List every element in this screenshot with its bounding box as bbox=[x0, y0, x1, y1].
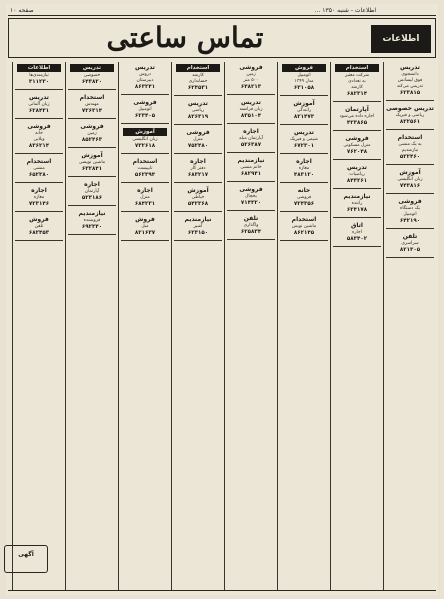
ad-phone-number: ۶۲۳۸۱۵ bbox=[399, 90, 421, 96]
ad-phone-number: ۸۳۶۲۱۴ bbox=[28, 143, 50, 149]
ad-heading: نیازمندیم bbox=[184, 216, 212, 223]
stamp-seal bbox=[4, 545, 48, 573]
ad-text-line: مبل bbox=[141, 224, 149, 229]
page-footer-rule bbox=[8, 590, 436, 595]
ad-text-line: واگذاری bbox=[243, 223, 259, 228]
ad-heading: آموزش bbox=[187, 187, 209, 194]
ad-heading: استخدام bbox=[132, 158, 158, 165]
ad-phone-number: ۷۱۴۳۲۰ bbox=[240, 200, 262, 206]
ad-heading: نیازمندیم bbox=[343, 193, 371, 200]
ad-heading: اجاره bbox=[137, 187, 153, 194]
ad-phone-number: ۸۶۳۲۴۱ bbox=[134, 84, 156, 90]
classified-ad bbox=[174, 62, 222, 96]
classified-ad bbox=[121, 126, 169, 154]
ad-heading: تدریس bbox=[347, 164, 367, 171]
ad-heading: اجاره bbox=[84, 181, 100, 188]
ad-text-line: ماشین نویس bbox=[291, 224, 317, 229]
classified-ad bbox=[227, 62, 275, 95]
ad-text-line: ویلایی bbox=[33, 137, 45, 142]
ad-heading: تلفن bbox=[402, 233, 418, 240]
ad-heading: نیازمندیم bbox=[78, 210, 106, 217]
ad-text-line: منزل مسکونی bbox=[343, 143, 371, 148]
classified-ad bbox=[68, 208, 116, 235]
ad-text-line: خصوصی bbox=[83, 73, 101, 78]
ad-text-line: ماشین نویسی bbox=[78, 160, 106, 165]
ad-text-line: رانندگی bbox=[296, 108, 312, 113]
classified-ad bbox=[174, 127, 222, 154]
ad-text-line: اجاره داده می‌شود bbox=[339, 114, 375, 119]
ad-heading: تدریس bbox=[29, 94, 49, 101]
classified-ad bbox=[386, 196, 434, 229]
ad-text-line: زبان آلمانی bbox=[28, 102, 50, 107]
ad-text-line: یک دستگاه bbox=[399, 206, 421, 211]
ad-phone-number: ۸۳۵۱۰۴ bbox=[240, 113, 262, 119]
issue-date-line: اطلاعات - شنبه ۱۳۵۰ ... bbox=[314, 7, 376, 14]
classified-ad bbox=[333, 162, 381, 189]
classified-ad bbox=[68, 150, 116, 177]
masthead-tag: اطلاعات bbox=[371, 25, 431, 53]
ad-phone-number: ۷۵۲۴۸۰ bbox=[187, 143, 209, 149]
classified-ad bbox=[333, 191, 381, 218]
classified-ad bbox=[280, 156, 328, 183]
ad-text-line: ریاضی bbox=[191, 108, 205, 113]
classified-ad bbox=[386, 62, 434, 101]
ad-phone-number: ۶۸۲۴۵۳ bbox=[28, 230, 50, 236]
ad-phone-number: ۷۶۲۰۴۸ bbox=[346, 149, 368, 155]
ad-text-line: زبان انگلیسی bbox=[132, 137, 158, 142]
ad-heading: فروشی bbox=[239, 64, 263, 71]
ad-text-line: زمین bbox=[87, 131, 97, 136]
ad-heading: فروشی bbox=[398, 198, 422, 205]
ad-heading: فروشی bbox=[239, 186, 263, 193]
ad-heading-box: استخدام bbox=[335, 64, 379, 72]
ad-text-line: تدریس می‌کند bbox=[396, 84, 424, 89]
classified-ad bbox=[121, 97, 169, 124]
ad-text-line: فروشنده bbox=[83, 218, 101, 223]
classified-ad bbox=[68, 121, 116, 148]
ad-phone-number: ۶۴۳۸۲۰ bbox=[81, 79, 103, 85]
ad-phone-number: ۶۸۲۹۴۱ bbox=[240, 171, 262, 177]
ad-text-line: سراسری bbox=[401, 241, 419, 246]
ad-phone-number: ۶۲۵۸۳۴ bbox=[240, 229, 262, 235]
ad-text-line: شرکت معتبر bbox=[344, 73, 370, 78]
ad-text-line: آشپز bbox=[193, 224, 203, 229]
ad-heading: آپارتمان bbox=[345, 106, 369, 113]
ad-text-line: خانم منشی bbox=[240, 165, 262, 170]
classified-ad bbox=[227, 213, 275, 240]
ad-heading: فروشی bbox=[186, 129, 210, 136]
ad-text-line: راننده bbox=[351, 201, 363, 206]
classified-ad bbox=[280, 185, 328, 212]
ad-heading: اتاق bbox=[351, 222, 363, 229]
ad-text-line: اتومبیل bbox=[297, 73, 311, 78]
ad-heading-box: استخدام bbox=[176, 64, 220, 72]
ad-heading: اجاره bbox=[31, 187, 47, 194]
ad-heading-box: فروش bbox=[282, 64, 326, 72]
ad-heading: تدریس خصوصی bbox=[386, 105, 434, 112]
classified-ad bbox=[121, 185, 169, 212]
ad-heading: نیازمندیم bbox=[237, 157, 265, 164]
ad-text-line: آپارتمان مبله bbox=[239, 136, 263, 141]
ad-phone-number: ۶۹۲۳۴۰ bbox=[81, 224, 103, 230]
ad-phone-number: ۸۶۲۱۴۵ bbox=[293, 230, 315, 236]
ad-heading: فروشی bbox=[27, 123, 51, 130]
classified-column bbox=[330, 62, 383, 590]
ad-heading-box: اطلاعات bbox=[17, 64, 61, 72]
ad-text-line: زمین bbox=[246, 72, 256, 77]
classified-ad bbox=[386, 167, 434, 194]
classified-ad bbox=[15, 121, 63, 154]
ad-phone-number: ۶۸۲۳۱۴ bbox=[346, 91, 368, 97]
ad-heading: فروش bbox=[135, 216, 155, 223]
ad-text-line: مهندس bbox=[85, 102, 99, 107]
ad-phone-number: ۷۲۶۳۱۴ bbox=[81, 108, 103, 114]
ad-text-line: به تعدادی bbox=[348, 79, 366, 84]
classified-ad bbox=[121, 214, 169, 241]
ad-phone-number: ۷۳۲۶۱۸ bbox=[134, 143, 156, 149]
ad-text-line: تایپیست bbox=[137, 166, 153, 171]
ad-phone-number: ۶۳۲۸۴۱ bbox=[81, 166, 103, 172]
classified-ad bbox=[280, 127, 328, 154]
ad-phone-number: ۶۲۸۴۳۱ bbox=[28, 108, 50, 114]
ad-phone-number: ۵۲۳۱۸۶ bbox=[81, 195, 103, 201]
ad-heading: آموزش bbox=[399, 169, 421, 176]
ad-text-line: اتومبیل bbox=[403, 212, 417, 217]
top-meta-line bbox=[8, 6, 436, 16]
ad-phone-number: ۸۵۲۴۶۳ bbox=[81, 137, 103, 143]
classified-column bbox=[12, 62, 65, 590]
page-number: صفحه ۱۰ bbox=[10, 7, 34, 14]
ad-phone-number: ۷۲۴۳۵۶ bbox=[293, 201, 315, 207]
classified-ad bbox=[68, 179, 116, 206]
ad-text-line: مدل ۱۳۴۹ bbox=[294, 79, 314, 84]
classified-column bbox=[383, 62, 436, 590]
ad-heading: تدریس bbox=[241, 99, 261, 106]
classified-ad bbox=[386, 103, 434, 130]
classified-column bbox=[118, 62, 171, 590]
ad-text-line: تلفن bbox=[34, 224, 44, 229]
ad-text-line: ۵۰۰ متر bbox=[243, 78, 259, 83]
classified-ad bbox=[333, 133, 381, 160]
ad-heading: فروشی bbox=[80, 123, 104, 130]
classified-ad bbox=[121, 62, 169, 95]
ad-text-line: اتومبیل bbox=[138, 107, 152, 112]
ad-text-line: به یک منشی bbox=[398, 142, 422, 147]
classified-ad bbox=[333, 62, 381, 102]
classified-ad bbox=[333, 104, 381, 131]
classified-column bbox=[224, 62, 277, 590]
ad-heading: استخدام bbox=[291, 216, 317, 223]
ad-phone-number: ۶۳۱۰۵۸ bbox=[293, 85, 315, 91]
ad-heading: آموزش bbox=[293, 100, 315, 107]
ad-text-line: اجاره bbox=[352, 230, 362, 235]
classified-ad bbox=[15, 92, 63, 119]
classified-ad bbox=[68, 92, 116, 119]
ad-text-line: آپارتمان bbox=[84, 189, 100, 194]
ad-heading: فروشی bbox=[345, 135, 369, 142]
ad-phone-number: ۳۱۱۲۳۰ bbox=[28, 79, 50, 85]
ad-heading: تدریس bbox=[188, 100, 208, 107]
ad-heading: تدریس bbox=[135, 64, 155, 71]
ad-text-line: ریاضی و فیزیک bbox=[395, 113, 425, 118]
ad-phone-number: ۵۲۲۴۶۰ bbox=[399, 154, 421, 160]
ad-heading-box: تدریس bbox=[70, 64, 114, 72]
ad-heading: اجاره bbox=[296, 158, 312, 165]
ad-text-line: منزل bbox=[140, 195, 150, 200]
ad-phone-number: ۷۴۳۸۱۶ bbox=[399, 183, 421, 189]
classified-ad bbox=[174, 214, 222, 241]
ad-text-line: کارمند bbox=[351, 85, 363, 90]
ad-heading: فروشی bbox=[133, 99, 157, 106]
ad-text-line: فروشی bbox=[296, 195, 312, 200]
classified-ad bbox=[227, 155, 275, 182]
ad-heading-box: آموزش bbox=[123, 128, 167, 136]
ad-phone-number: ۵۸۳۴۰۲ bbox=[346, 236, 368, 242]
classified-column bbox=[171, 62, 224, 590]
classified-ad bbox=[227, 126, 275, 153]
ad-phone-number: ۸۲۶۳۱۹ bbox=[187, 114, 209, 120]
ad-heading: تدریس bbox=[400, 64, 420, 71]
ad-heading: استخدام bbox=[79, 94, 105, 101]
ad-phone-number: ۴۸۳۱۲۰ bbox=[293, 172, 315, 178]
classified-ad bbox=[227, 184, 275, 211]
ad-phone-number: ۸۲۱۳۰۵ bbox=[399, 247, 421, 253]
ad-text-line: دفتر کار bbox=[190, 166, 206, 171]
ad-heading: تلفن bbox=[243, 215, 259, 222]
ad-heading: اجاره bbox=[243, 128, 259, 135]
ad-text-line: دانشجوی bbox=[401, 72, 419, 77]
ad-phone-number: ۶۲۴۱۷۸ bbox=[346, 207, 368, 213]
ad-text-line: فوق لیسانس bbox=[397, 78, 423, 83]
ad-heading: خانه bbox=[297, 187, 311, 194]
classified-ad bbox=[386, 132, 434, 165]
ad-text-line: زبان انگلیسی bbox=[397, 177, 423, 182]
classified-ad bbox=[174, 156, 222, 183]
ad-phone-number: ۶۸۴۲۳۱ bbox=[134, 201, 156, 207]
classified-ad bbox=[68, 62, 116, 90]
ad-heading: استخدام bbox=[397, 134, 423, 141]
classified-ad bbox=[386, 231, 434, 258]
classified-ad bbox=[121, 156, 169, 183]
classified-column bbox=[65, 62, 118, 590]
classified-ad bbox=[15, 156, 63, 183]
ad-text-line: دروس bbox=[139, 72, 151, 77]
ad-text-line: مغازه bbox=[298, 166, 310, 171]
classified-ad bbox=[15, 62, 63, 90]
ad-phone-number: ۸۴۳۲۶۱ bbox=[346, 178, 368, 184]
seal-text: آگهی bbox=[18, 551, 34, 558]
ad-phone-number: ۵۴۲۳۶۸ bbox=[187, 201, 209, 207]
ad-text-line: نیازمندی‌ها bbox=[29, 73, 49, 78]
ad-text-line: یخچال bbox=[245, 194, 257, 199]
classified-ad bbox=[333, 220, 381, 247]
ad-phone-number: ۶۸۳۲۱۷ bbox=[187, 172, 209, 178]
ad-text-line: دبیرستان bbox=[136, 78, 154, 83]
classified-ad bbox=[174, 98, 222, 125]
ad-phone-number: ۶۴۸۲۱۳ bbox=[240, 84, 262, 90]
ad-text-line: منزل bbox=[193, 137, 203, 142]
ad-text-line: شیمی و فیزیک bbox=[290, 137, 318, 142]
ad-phone-number: ۷۲۳۱۴۶ bbox=[28, 201, 50, 207]
classified-column bbox=[277, 62, 330, 590]
ad-text-line: حسابداری bbox=[188, 79, 208, 84]
classified-ad bbox=[15, 214, 63, 241]
ad-heading: آموزش bbox=[81, 152, 103, 159]
ad-phone-number: ۵۶۲۳۹۴ bbox=[134, 172, 156, 178]
ad-heading: فروش bbox=[29, 216, 49, 223]
ad-text-line: کارمند bbox=[192, 73, 204, 78]
classified-ad bbox=[174, 185, 222, 212]
ad-phone-number: ۸۲۱۴۷۳ bbox=[293, 114, 315, 120]
ad-phone-number: ۸۲۱۶۳۷ bbox=[134, 230, 156, 236]
ad-phone-number: ۶۲۳۱۵۰ bbox=[187, 230, 209, 236]
ad-heading: اجاره bbox=[190, 158, 206, 165]
ad-heading: استخدام bbox=[26, 158, 52, 165]
ad-text-line: خیاطی bbox=[191, 195, 205, 200]
section-logo: تماس ساعتی bbox=[106, 21, 264, 54]
ad-phone-number: ۸۲۲۵۶۱ bbox=[399, 119, 421, 125]
classified-ad bbox=[280, 98, 328, 125]
ad-phone-number: ۶۲۴۵۳۱ bbox=[187, 85, 209, 91]
classified-ad bbox=[227, 97, 275, 124]
ad-phone-number: ۵۲۶۳۸۷ bbox=[240, 142, 262, 148]
masthead bbox=[8, 18, 436, 58]
ad-text-line: ریاضیات bbox=[349, 172, 365, 177]
ad-phone-number: ۶۲۳۴۰۵ bbox=[134, 113, 156, 119]
ad-heading: تدریس bbox=[294, 129, 314, 136]
ad-phone-number: ۴۲۳۸۶۵ bbox=[346, 120, 368, 126]
ad-text-line: نیازمندیم bbox=[401, 148, 419, 153]
classified-ad bbox=[280, 214, 328, 241]
classified-ad bbox=[15, 185, 63, 212]
classified-ad bbox=[280, 62, 328, 96]
ad-phone-number: ۶۵۲۳۸۰ bbox=[28, 172, 50, 178]
ad-text-line: مغازه bbox=[33, 195, 45, 200]
ad-text-line: خانه bbox=[35, 131, 43, 136]
ad-phone-number: ۶۷۲۳۰۱ bbox=[293, 143, 315, 149]
ad-text-line: منشی bbox=[33, 166, 45, 171]
ad-text-line: زبان فرانسه bbox=[239, 107, 263, 112]
ad-phone-number: ۶۴۲۱۹۰ bbox=[399, 218, 421, 224]
